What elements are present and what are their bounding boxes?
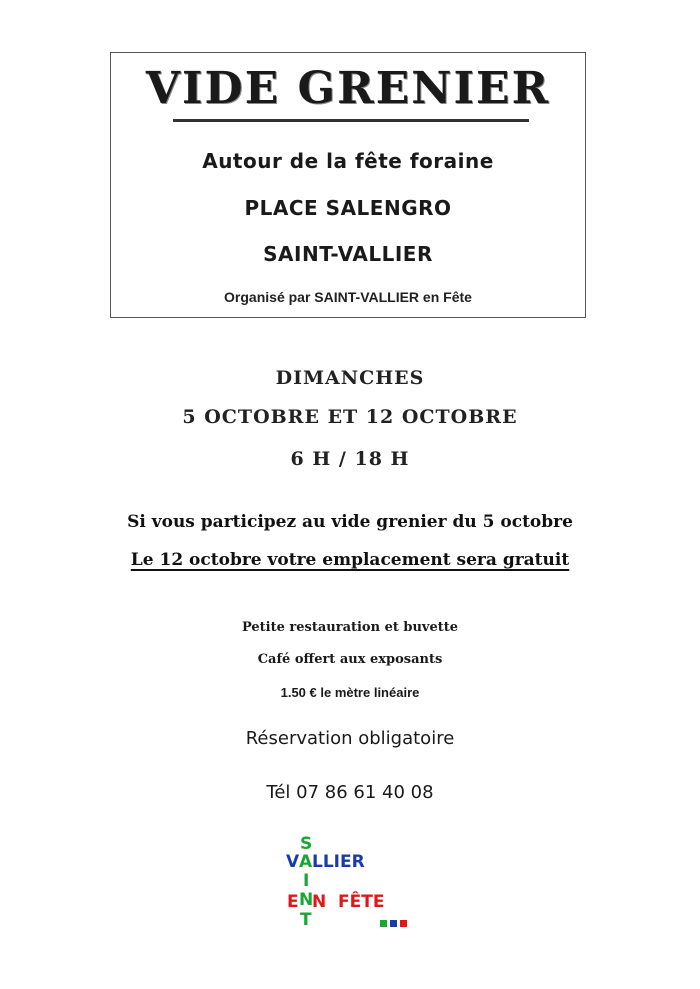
promo-offer-text: Le 12 octobre votre emplacement sera gratuit — [130, 550, 570, 570]
logo-letter-i: I — [303, 871, 310, 891]
logo-letter-s: S — [300, 834, 313, 854]
logo-letter-t: T — [300, 910, 312, 930]
promo-condition: Si vous participez au vide grenier du 5 octobre — [127, 512, 573, 532]
reservation-text: Réservation obligatoire — [245, 728, 455, 749]
title-underline — [173, 119, 529, 122]
price-text: 1.50 € le mètre linéaire — [280, 685, 420, 700]
logo-letter-n: N — [299, 890, 314, 910]
logo-letter-v: V — [286, 852, 300, 872]
dates-text: 5 OCTOBRE ET 12 OCTOBRE — [182, 406, 518, 428]
logo-letter-a: A — [299, 852, 313, 872]
header-box — [110, 52, 586, 318]
logo-red-dot — [400, 920, 407, 927]
subtitle-town: SAINT-VALLIER — [263, 242, 433, 266]
poster-title: VIDE GRENIER — [145, 63, 551, 114]
coffee-text: Café offert aux exposants — [257, 652, 443, 667]
food-text: Petite restauration et buvette — [241, 620, 459, 635]
logo-en-rest: N — [312, 892, 327, 912]
logo-letter-e: E — [287, 892, 299, 912]
subtitle-event: Autour de la fête foraine — [202, 149, 494, 173]
promo-offer — [0, 550, 700, 570]
logo-green-dot — [380, 920, 387, 927]
hours-text: 6 H / 18 H — [290, 448, 410, 470]
saint-vallier-en-fete-logo — [280, 832, 430, 932]
logo-blue-dot — [390, 920, 397, 927]
subtitle-place: PLACE SALENGRO — [244, 196, 452, 220]
days-text: DIMANCHES — [275, 367, 425, 389]
logo-fete-word: FÊTE — [338, 892, 385, 912]
phone-text: Tél 07 86 61 40 08 — [266, 782, 434, 803]
logo-vallier-rest: LLIER — [312, 852, 365, 872]
organizer-text: Organisé par SAINT-VALLIER en Fête — [224, 289, 472, 305]
